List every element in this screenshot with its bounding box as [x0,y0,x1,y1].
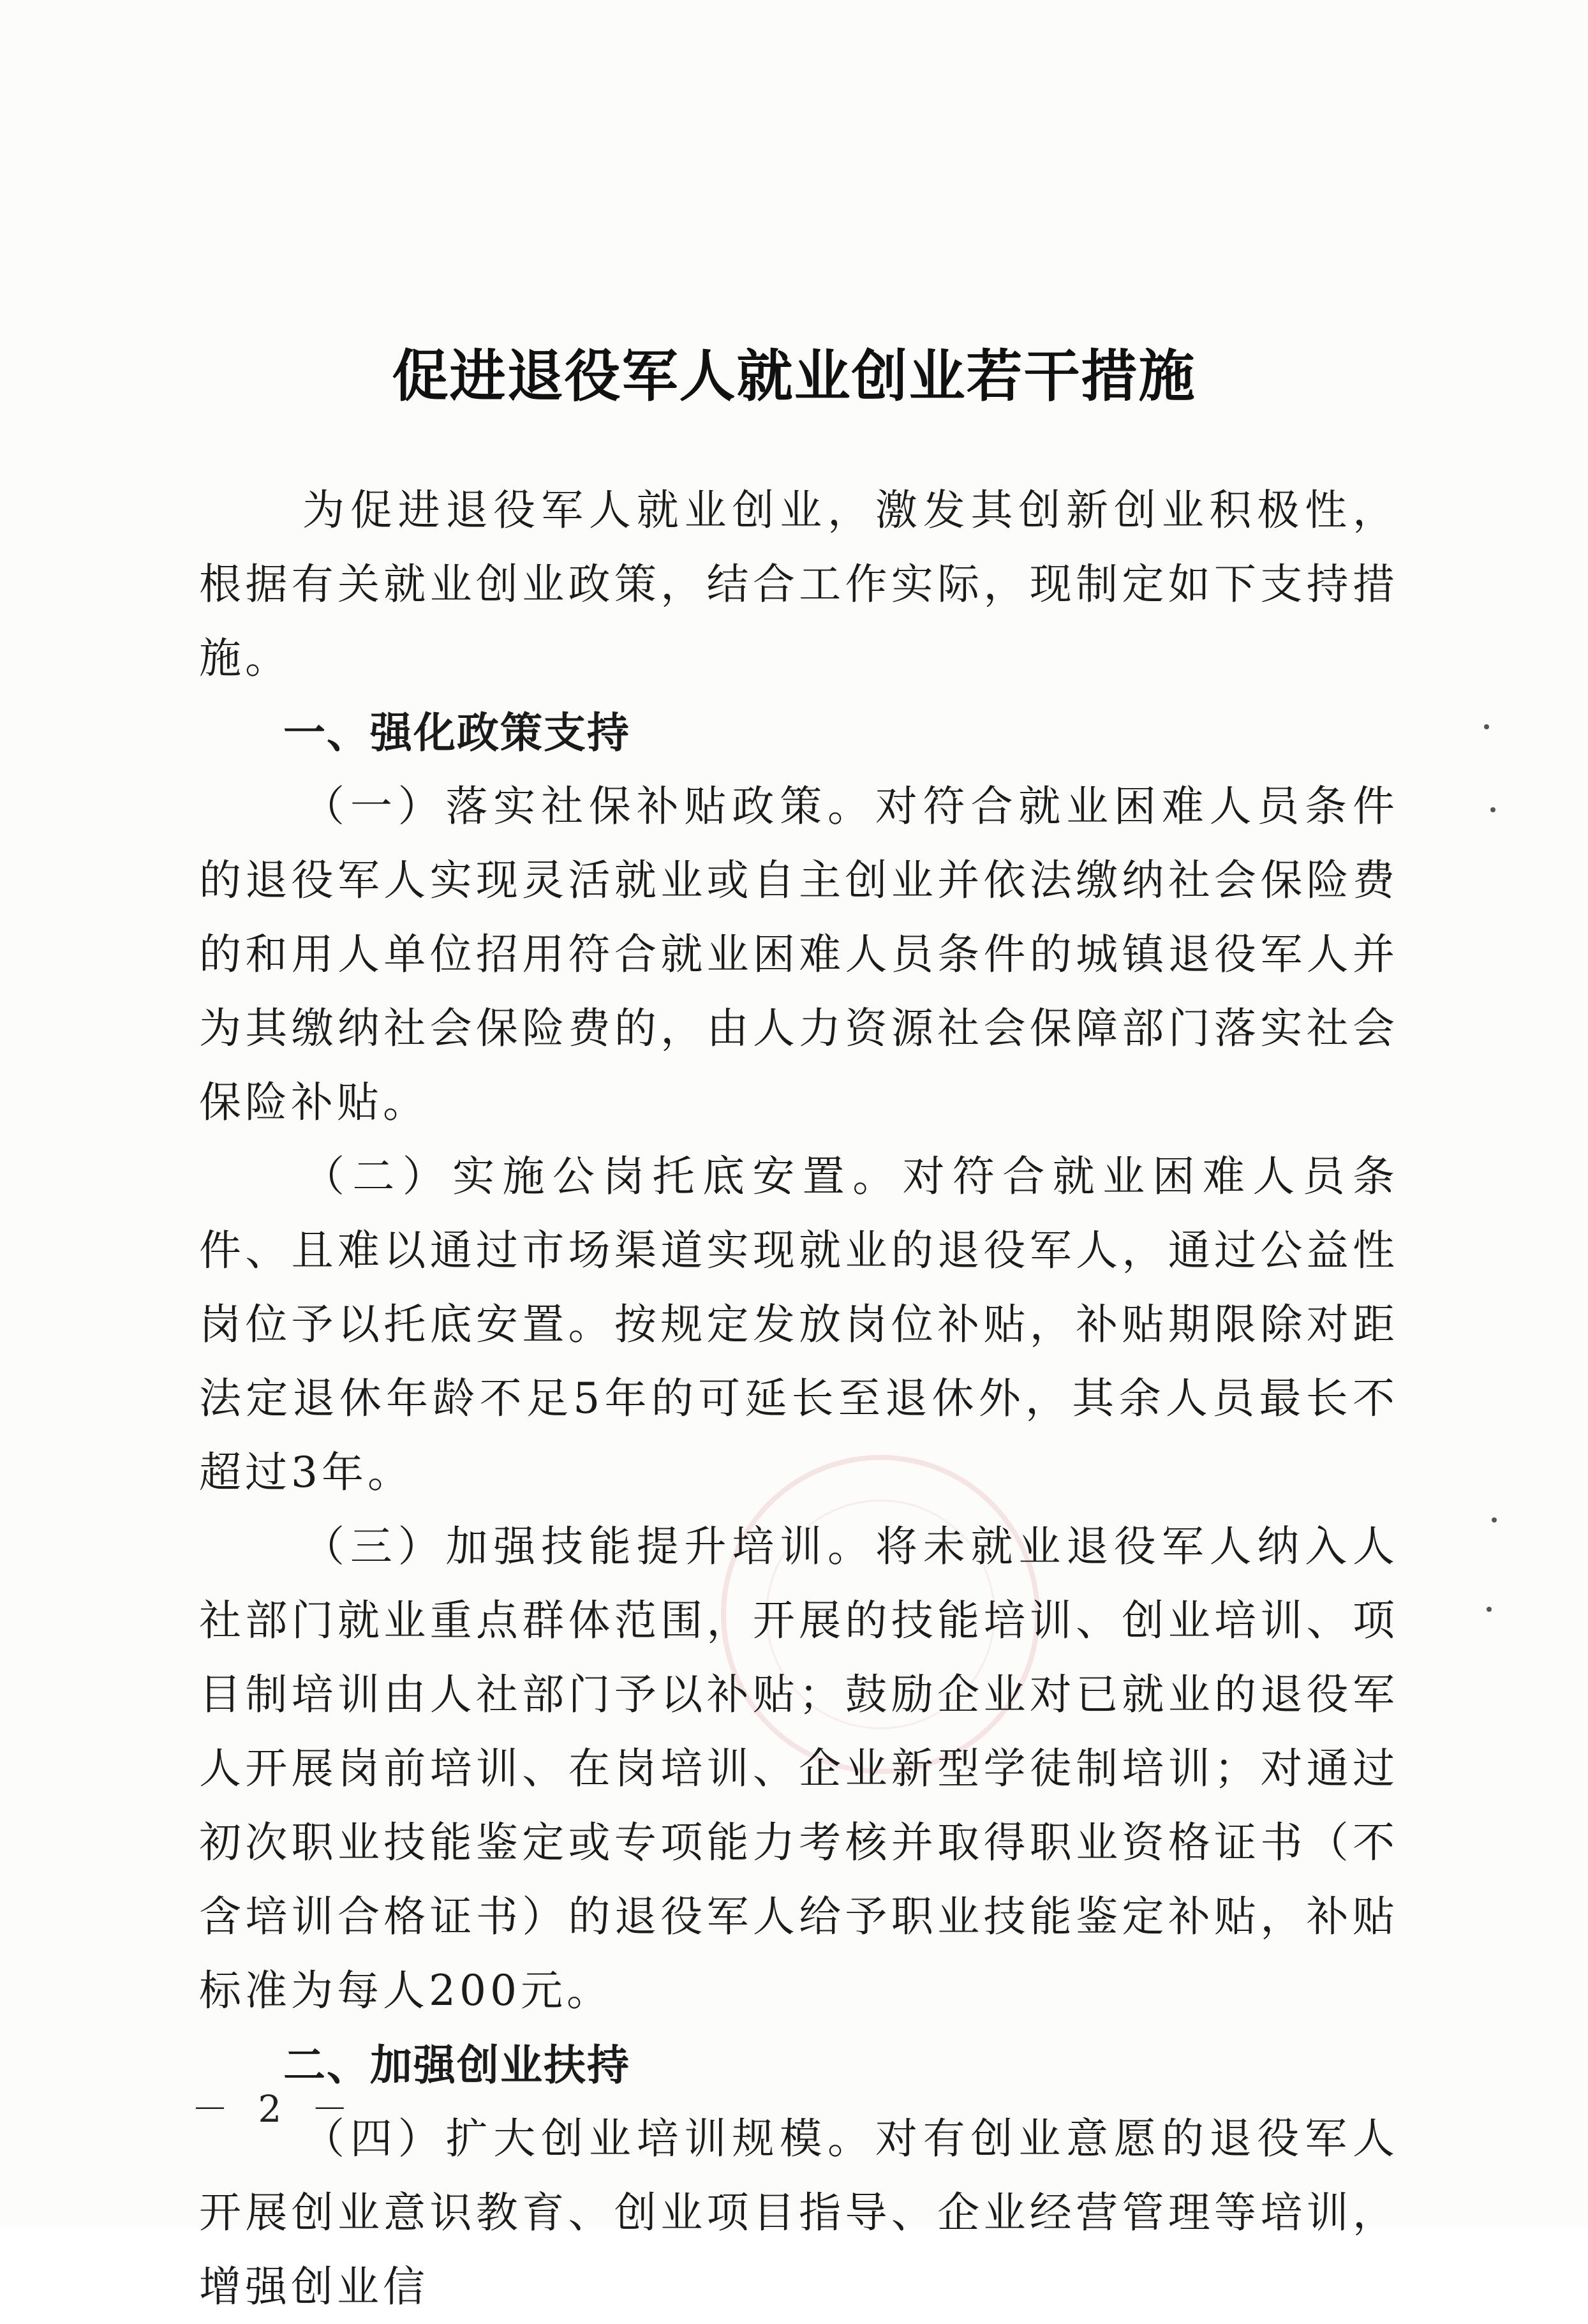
intro-paragraph: 为促进退役军人就业创业，激发其创新创业积极性，根据有关就业创业政策，结合工作实际，现制定如下支持措施。 [199,486,1399,683]
clause-paragraph-3: （三）加强技能提升培训。将未就业退役军人纳入人社部门就业重点群体范围，开展的技能培训、创业培训、项目制培训由人社部门予以补贴；鼓励企业对已就业的退役军人开展岗前培训、在岗培训、企业新型学徒制培训；对通过初次职业技能鉴定或专项能力考核并取得职业资格证书（不含培训合格证书）的退役军人给予职业技能鉴定补贴，补贴标准为每人200元。 [199,1522,1399,2015]
section-heading-2: 二、加强创业扶持 [283,2040,630,2090]
clause-paragraph-1: （一）落实社保补贴政策。对符合就业困难人员条件的退役军人实现灵活就业或自主创业并依法缴纳社会保险费的和用人单位招用符合就业困难人员条件的城镇退役军人并为其缴纳社会保险费的，由人力资源社会保障部门落实社会保险补贴。 [199,782,1399,1127]
document-title: 促进退役军人就业创业若干措施 [392,342,1196,409]
section-heading-1: 一、强化政策支持 [283,708,630,757]
scan-speck [1492,1517,1497,1523]
clause-paragraph-2: （二）实施公岗托底安置。对符合就业困难人员条件、且难以通过市场渠道实现就业的退役军人，通过公益性岗位予以托底安置。按规定发放岗位补贴，补贴期限除对距法定退休年龄不足5年的可延长至退休外，其余人员最长不超过3年。 [199,1152,1399,1497]
scan-speck [1487,1607,1492,1612]
page-number: － 2 － [191,2087,357,2131]
scan-speck [1484,724,1489,729]
document-body [199,473,1399,2324]
scan-speck [1490,807,1495,812]
clause-paragraph-4: （四）扩大创业培训规模。对有创业意愿的退役军人开展创业意识教育、创业项目指导、企业经营管理等培训，增强创业信 [199,2114,1399,2311]
